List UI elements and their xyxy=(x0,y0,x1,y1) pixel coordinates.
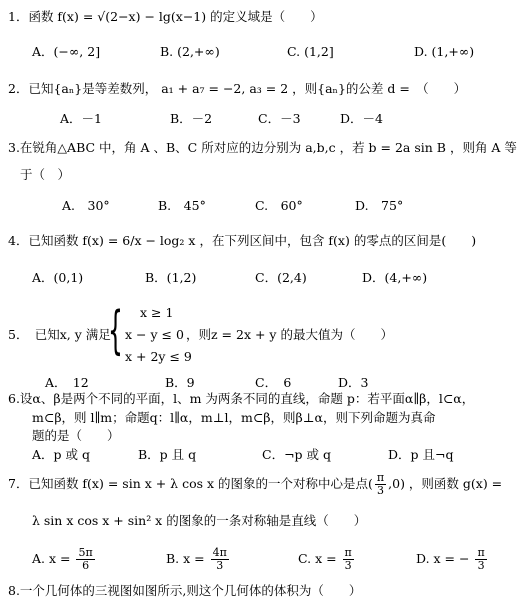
q6-stem-line1: 6.设α、β是两个不同的平面，l、m 为两条不同的直线，命题 p：若平面α∥β，l⊂α， xyxy=(8,391,475,406)
q7-option-d-den: 3 xyxy=(477,559,485,572)
q7-option-b-label: B. x = xyxy=(166,551,205,566)
q7-option-a-fraction xyxy=(76,547,94,572)
q7-option-d-label: D. x = − xyxy=(416,551,470,566)
q8-stem: 8.一个几何体的三视图如图所示,则这个几何体的体积为（ ） xyxy=(8,583,362,598)
q5-option-b: B．9 xyxy=(165,375,195,390)
q5-constraint-3: x + 2y ≤ 9 xyxy=(125,349,192,364)
q1-option-c: C. (1,2] xyxy=(287,44,334,59)
q7-option-a xyxy=(32,547,97,572)
q7-option-c-den: 3 xyxy=(344,559,352,572)
q6-option-a: A．p 或 q xyxy=(32,447,90,462)
q2-option-d: D．－4 xyxy=(340,111,383,126)
q5-stem-pre: 5． 已知x, y 满足 xyxy=(8,327,111,342)
q7-stem-line2: λ sin x cos x + sin² x 的图象的一条对称轴是直线（ ） xyxy=(32,513,367,528)
q7-center-fraction xyxy=(375,472,386,497)
q7-option-d-fraction xyxy=(475,547,486,572)
q1-option-b: B. (2,+∞) xyxy=(160,44,220,59)
q3-option-d: D. 75° xyxy=(355,198,404,213)
q5-constraint-1: x ≥ 1 xyxy=(140,305,174,320)
q6-option-d: D．p 且¬q xyxy=(388,447,454,462)
q7-stem-pre: 7．已知函数 f(x) = sin x + λ cos x 的图象的一个对称中心是点( xyxy=(8,476,373,491)
q1-stem: 1．函数 f(x) = √(2−x) − lg(x−1) 的定义域是（ ） xyxy=(8,9,323,24)
q1-option-d: D. (1,+∞) xyxy=(414,44,475,59)
q5-option-a: A． 12 xyxy=(45,375,89,390)
q7-option-b-den: 3 xyxy=(216,559,224,572)
q7-option-a-num: 5π xyxy=(78,546,93,559)
q1-option-a: A．(−∞, 2] xyxy=(32,44,101,59)
q7-option-b xyxy=(166,547,231,572)
q7-center-num: π xyxy=(376,471,385,484)
q5-option-c: C． 6 xyxy=(255,375,292,390)
q7-stem-post: ,0) ，则函数 g(x) = xyxy=(388,476,503,491)
q2-option-a: A．－1 xyxy=(60,111,102,126)
q3-option-b: B. 45° xyxy=(158,198,206,213)
q7-option-c-fraction xyxy=(343,547,354,572)
q4-stem: 4．已知函数 f(x) = 6/x − log₂ x ，在下列区间中，包含 f(x) 的零点的区间是( ) xyxy=(8,233,477,248)
q5-constraint-2: x − y ≤ 0 xyxy=(125,327,184,342)
q5-option-d: D．3 xyxy=(338,375,369,390)
q7-option-a-den: 6 xyxy=(82,559,90,572)
q3-stem-line2: 于（ ） xyxy=(20,167,71,182)
q7-option-a-label: A. x = xyxy=(32,551,71,566)
q6-option-b: B．p 且 q xyxy=(138,447,197,462)
q7-center-den: 3 xyxy=(377,484,385,497)
q7-option-d xyxy=(416,547,489,572)
q7-option-d-num: π xyxy=(477,546,485,559)
q5-stem-post: ，则z = 2x + y 的最大值为（ ） xyxy=(186,327,393,342)
q2-option-c: C．－3 xyxy=(258,111,301,126)
q7-option-b-fraction xyxy=(211,547,229,572)
q6-option-c: C．¬p 或 q xyxy=(262,447,331,462)
q4-option-d: D．(4,+∞) xyxy=(362,270,428,285)
q3-option-a: A. 30° xyxy=(62,198,110,213)
q3-stem-line1: 3.在锐角△ABC 中，角 A 、B、C 所对应的边分别为 a,b,c ，若 b = 2a sin B ，则角 A 等 xyxy=(8,140,517,155)
q7-option-b-num: 4π xyxy=(212,546,227,559)
q2-stem: 2．已知{aₙ}是等差数列， a₁ + a₇ = −2, a₃ = 2 ，则{aₙ}的公差 d = （ ） xyxy=(8,81,467,96)
q2-option-b: B．－2 xyxy=(170,111,213,126)
q3-option-c: C. 60° xyxy=(255,198,303,213)
q6-stem-line2: m⊂β，则 l∥m；命题q：l∥α，m⊥l，m⊂β，则β⊥α，则下列命题为真命 xyxy=(32,410,436,425)
q7-stem-line1 xyxy=(8,472,502,497)
q4-option-b: B．(1,2) xyxy=(145,270,197,285)
q5-brace: { xyxy=(108,301,123,361)
q6-stem-line3: 题的是（ ） xyxy=(32,428,120,443)
q7-option-c xyxy=(298,547,356,572)
q7-option-c-label: C. x = xyxy=(298,551,337,566)
q7-option-c-num: π xyxy=(344,546,352,559)
q4-option-c: C．(2,4) xyxy=(255,270,307,285)
q4-option-a: A．(0,1) xyxy=(32,270,84,285)
